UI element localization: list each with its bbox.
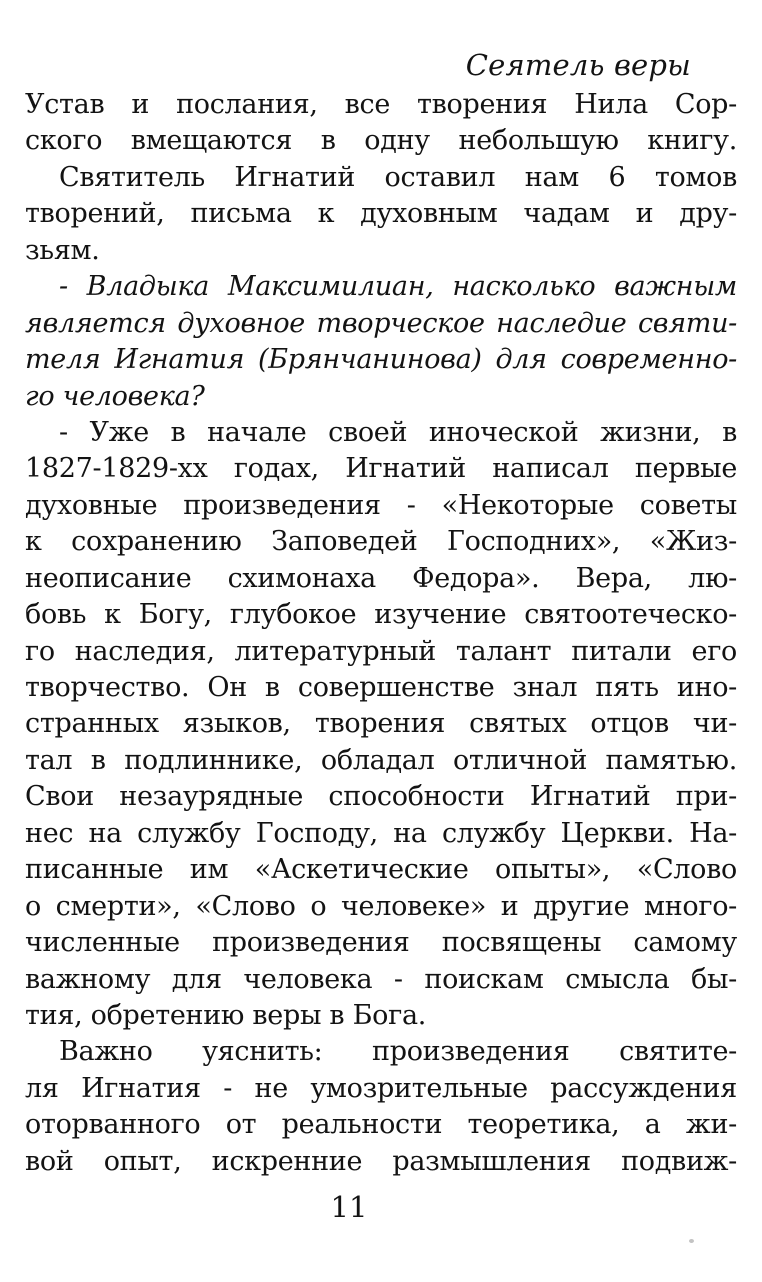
text-line: о смерти», «Слово о человеке» и другие много- (25, 890, 737, 922)
paragraph (25, 87, 737, 160)
text-line: духовные произведения - «Некоторые советы (25, 489, 737, 521)
text-line: численные произведения посвящены самому (25, 927, 737, 959)
text-line: к сохранению Заповедей Господних», «Жиз- (25, 526, 737, 558)
text-line: тал в подлиннике, обладал отличной памятью. (25, 744, 737, 776)
text-line: неописание схимонаха Федора». Вера, лю- (25, 562, 737, 594)
text-line: 1827-1829-хх годах, Игнатий написал первые (25, 453, 737, 485)
paragraph (25, 160, 737, 269)
paragraph (25, 269, 737, 415)
text-line: писанные им «Аскетические опыты», «Слово (25, 854, 737, 886)
text-line: тия, обретению веры в Бога. (25, 999, 427, 1031)
text-line: вой опыт, искренние размышления подвиж- (25, 1145, 737, 1177)
paragraph (25, 1034, 737, 1180)
text-line: го человека? (25, 380, 205, 412)
text-line: Святитель Игнатий оставил нам 6 томов (59, 161, 737, 193)
text-body (25, 87, 737, 1180)
text-line: странных языков, творения святых отцов чи- (25, 708, 737, 740)
text-line: Важно уяснить: произведения святите- (59, 1036, 737, 1068)
paragraph (25, 415, 737, 1034)
page-number: 11 (330, 1190, 368, 1224)
text-line: зьям. (25, 234, 100, 266)
text-line: творений, письма к духовным чадам и дру- (25, 198, 737, 230)
text-line: го наследия, литературный талант питали его (25, 635, 737, 667)
running-header: Сеятель веры (465, 48, 691, 82)
text-line: Устав и послания, все творения Нила Сор- (25, 89, 737, 120)
text-line: теля Игнатия (Брянчанинова) для современно- (25, 344, 737, 376)
text-line: бовь к Богу, глубокое изучение святоотеческо- (25, 599, 737, 631)
text-line: - Уже в начале своей иноческой жизни, в (59, 416, 737, 448)
text-line: нес на службу Господу, на службу Церкви. На- (25, 817, 737, 849)
scan-speck (689, 1239, 694, 1243)
text-line: Свои незаурядные способности Игнатий при- (25, 781, 737, 813)
text-line: важному для человека - поискам смысла бы- (25, 963, 737, 995)
text-line: ского вмещаются в одну небольшую книгу. (25, 125, 737, 157)
text-line: ля Игнатия - не умозрительные рассуждения (25, 1072, 737, 1104)
text-line: является духовное творческое наследие святи- (25, 307, 737, 339)
text-line: оторванного от реальности теоретика, а жи- (25, 1109, 737, 1141)
text-line: - Владыка Максимилиан, насколько важным (59, 271, 737, 303)
text-line: творчество. Он в совершенстве знал пять ино- (25, 672, 737, 703)
